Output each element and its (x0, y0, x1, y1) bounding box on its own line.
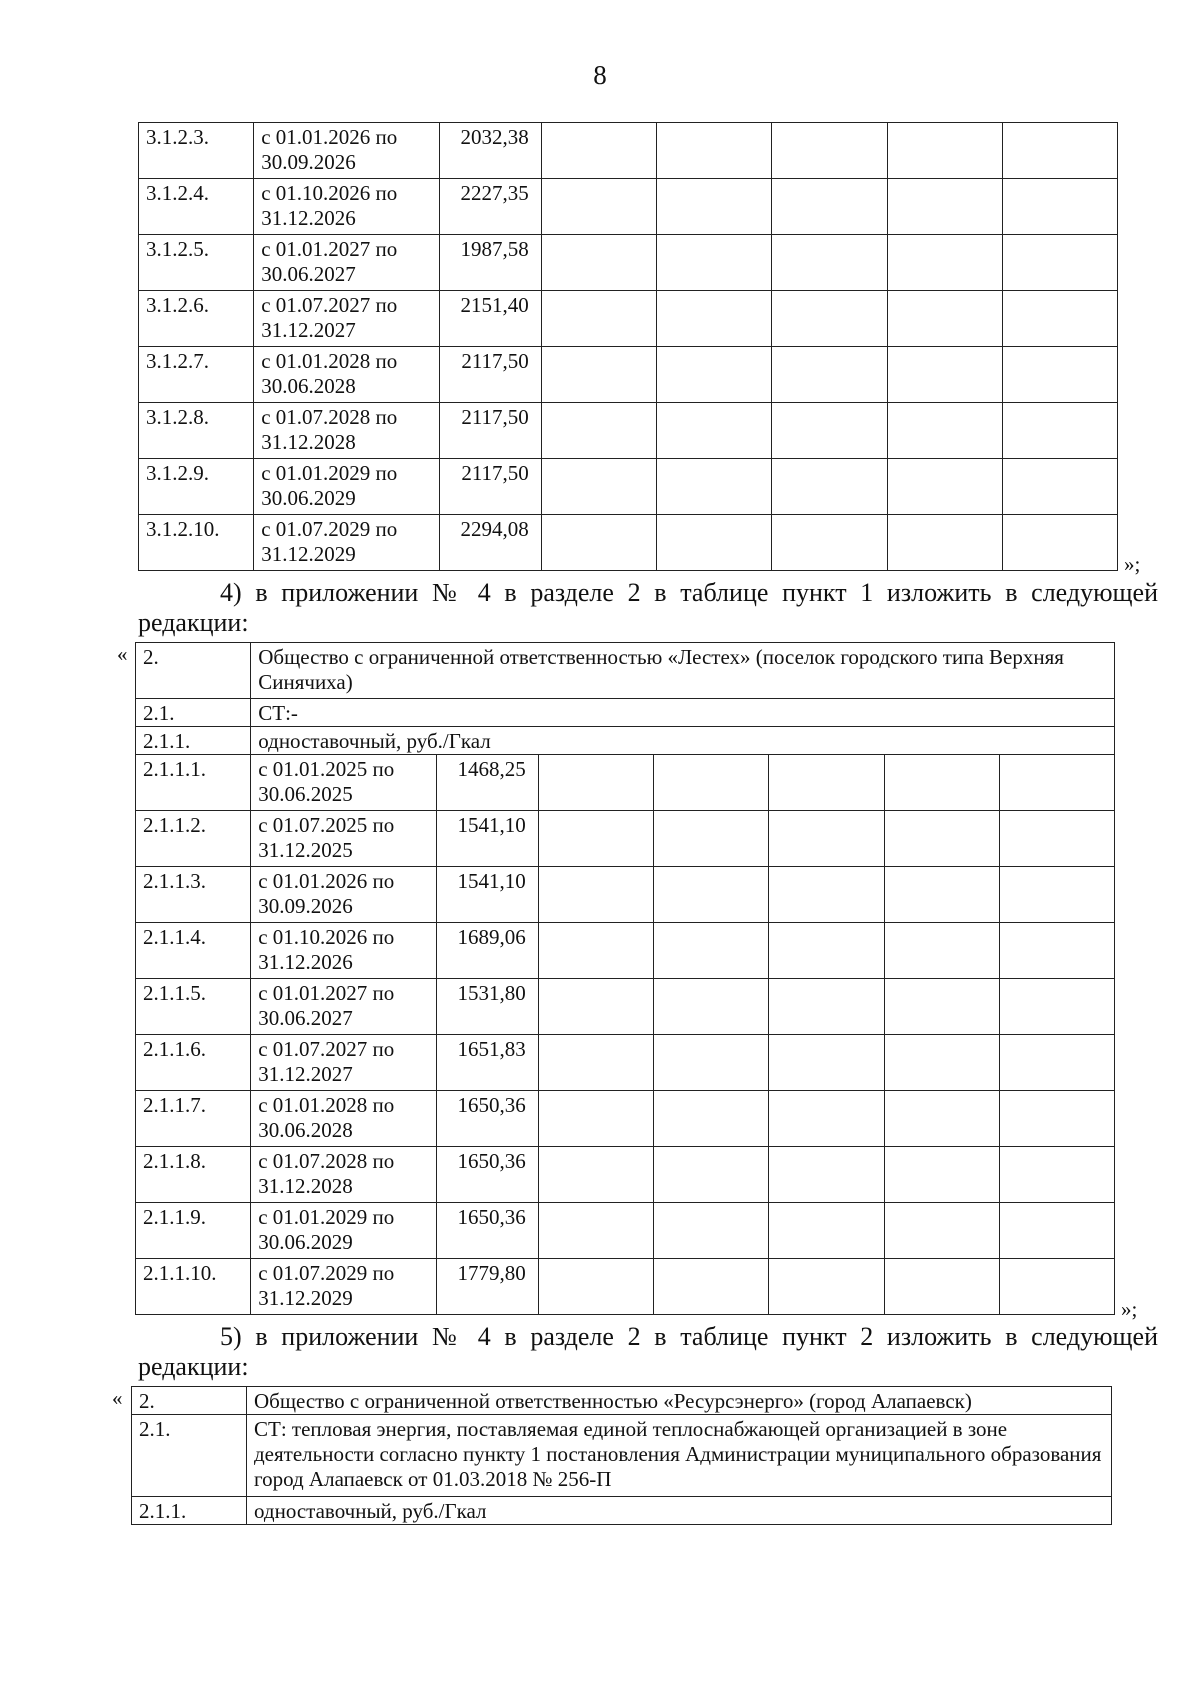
empty-cell (884, 1035, 999, 1091)
row-number: 3.1.2.5. (139, 235, 254, 291)
empty-cell (538, 1259, 653, 1315)
table-row (136, 811, 1115, 867)
empty-cell (772, 515, 887, 571)
organization-name: Общество с ограниченной ответственностью «Ресурсэнерго» (город Алапаевск) (247, 1387, 1112, 1415)
empty-cell (541, 515, 656, 571)
period-start: с 01.07.2028 по (261, 405, 398, 429)
page-number: 8 (593, 60, 607, 90)
empty-cell (887, 515, 1002, 571)
empty-cell (1002, 179, 1117, 235)
period-start: с 01.01.2028 по (261, 349, 398, 373)
paragraph-5-line2: редакции: (138, 1352, 249, 1381)
period-start: с 01.07.2025 по (258, 813, 395, 837)
table-row (139, 123, 1118, 179)
empty-cell (769, 979, 884, 1035)
empty-cell (538, 1035, 653, 1091)
empty-cell (538, 811, 653, 867)
empty-cell (538, 923, 653, 979)
row-number: 2.1.1.9. (136, 1203, 251, 1259)
empty-cell (1002, 347, 1117, 403)
period-end: 30.09.2026 (258, 894, 353, 918)
row-number: 2. (136, 643, 251, 699)
empty-cell (1002, 123, 1117, 179)
empty-cell (884, 1091, 999, 1147)
empty-cell (884, 755, 999, 811)
empty-cell (538, 867, 653, 923)
table-row-rate-type (132, 1497, 1112, 1525)
opening-quote-3: « (112, 1386, 123, 1410)
resursenergo-tariff-table (131, 1386, 1112, 1525)
period-end: 30.06.2027 (261, 262, 356, 286)
period-cell (251, 1147, 437, 1203)
empty-cell (657, 403, 772, 459)
paragraph-5-line1: 5) в приложении № 4 в разделе 2 в таблице пункт 2 изложить в следующей (220, 1322, 1158, 1351)
tariff-value: 1689,06 (436, 923, 538, 979)
table-row (139, 403, 1118, 459)
tariff-value: 1541,10 (436, 867, 538, 923)
opening-quote-2: « (117, 642, 128, 666)
period-end: 31.12.2029 (261, 542, 356, 566)
empty-cell (887, 235, 1002, 291)
empty-cell (884, 923, 999, 979)
period-cell (254, 179, 440, 235)
tariff-table-continuation (138, 122, 1118, 571)
empty-cell (887, 459, 1002, 515)
lestekh-tariff-table (135, 642, 1115, 1315)
period-cell (254, 123, 440, 179)
period-cell (254, 347, 440, 403)
row-number: 2. (132, 1387, 247, 1415)
empty-cell (541, 235, 656, 291)
table-row (139, 459, 1118, 515)
period-start: с 01.07.2027 по (258, 1037, 395, 1061)
empty-cell (654, 1035, 769, 1091)
tariff-value: 2227,35 (439, 179, 541, 235)
table-row (136, 755, 1115, 811)
period-start: с 01.01.2026 по (261, 125, 398, 149)
empty-cell (769, 1259, 884, 1315)
empty-cell (657, 459, 772, 515)
row-number: 3.1.2.4. (139, 179, 254, 235)
period-cell (251, 1259, 437, 1315)
period-start: с 01.07.2027 по (261, 293, 398, 317)
period-cell (251, 1203, 437, 1259)
tariff-value: 1779,80 (436, 1259, 538, 1315)
empty-cell (772, 235, 887, 291)
tariff-value: 1531,80 (436, 979, 538, 1035)
empty-cell (884, 1147, 999, 1203)
empty-cell (657, 515, 772, 571)
rate-type-text: одноставочный, руб./Гкал (247, 1497, 1112, 1525)
empty-cell (769, 1147, 884, 1203)
empty-cell (999, 867, 1114, 923)
tariff-value: 1650,36 (436, 1091, 538, 1147)
period-start: с 01.07.2029 по (258, 1261, 395, 1285)
period-start: с 01.01.2029 по (261, 461, 398, 485)
table-row (136, 1091, 1115, 1147)
period-cell (251, 1035, 437, 1091)
table-row (139, 179, 1118, 235)
period-cell (254, 235, 440, 291)
empty-cell (769, 1203, 884, 1259)
period-end: 30.06.2028 (258, 1118, 353, 1142)
row-number: 2.1.1.8. (136, 1147, 251, 1203)
tariff-value: 1651,83 (436, 1035, 538, 1091)
empty-cell (657, 179, 772, 235)
period-start: с 01.01.2026 по (258, 869, 395, 893)
table-row (139, 515, 1118, 571)
empty-cell (1002, 459, 1117, 515)
empty-cell (538, 1091, 653, 1147)
row-number: 2.1.1.7. (136, 1091, 251, 1147)
period-end: 30.09.2026 (261, 150, 356, 174)
period-end: 30.06.2029 (261, 486, 356, 510)
table-row (136, 979, 1115, 1035)
period-end: 31.12.2027 (258, 1062, 353, 1086)
tariff-value: 1650,36 (436, 1147, 538, 1203)
empty-cell (999, 1091, 1114, 1147)
empty-cell (887, 403, 1002, 459)
empty-cell (541, 123, 656, 179)
row-number: 3.1.2.7. (139, 347, 254, 403)
row-number: 2.1.1. (136, 727, 251, 755)
period-cell (254, 515, 440, 571)
period-end: 30.06.2028 (261, 374, 356, 398)
empty-cell (887, 291, 1002, 347)
row-number: 2.1.1.2. (136, 811, 251, 867)
table-row (136, 1147, 1115, 1203)
empty-cell (654, 1203, 769, 1259)
empty-cell (999, 979, 1114, 1035)
table-row (136, 867, 1115, 923)
table-row (136, 1035, 1115, 1091)
row-number: 2.1.1.3. (136, 867, 251, 923)
table-row (136, 1259, 1115, 1315)
row-number: 2.1.1.1. (136, 755, 251, 811)
tariff-value: 2117,50 (439, 459, 541, 515)
tariff-value: 2117,50 (439, 347, 541, 403)
closing-quote-1: »; (1124, 552, 1141, 576)
empty-cell (1002, 515, 1117, 571)
empty-cell (654, 867, 769, 923)
table-row-category (132, 1415, 1112, 1497)
period-start: с 01.01.2027 по (258, 981, 395, 1005)
tariff-value: 1987,58 (439, 235, 541, 291)
empty-cell (538, 1147, 653, 1203)
period-cell (251, 811, 437, 867)
category-text: СТ: тепловая энергия, поставляемая единой теплоснабжающей организацией в зоне деятельности согласно пункту 1 постановления Администрации муниципального образования город Алапаевск от 01.03.2018 № 256-П (247, 1415, 1112, 1497)
empty-cell (654, 811, 769, 867)
row-number: 3.1.2.10. (139, 515, 254, 571)
period-start: с 01.10.2026 по (258, 925, 395, 949)
period-start: с 01.07.2029 по (261, 517, 398, 541)
empty-cell (772, 179, 887, 235)
period-end: 30.06.2027 (258, 1006, 353, 1030)
empty-cell (999, 755, 1114, 811)
tariff-value: 1468,25 (436, 755, 538, 811)
empty-cell (887, 179, 1002, 235)
period-end: 30.06.2029 (258, 1230, 353, 1254)
row-number: 2.1. (136, 699, 251, 727)
empty-cell (999, 1147, 1114, 1203)
tariff-value: 2032,38 (439, 123, 541, 179)
empty-cell (884, 811, 999, 867)
period-cell (251, 923, 437, 979)
period-start: с 01.10.2026 по (261, 181, 398, 205)
empty-cell (769, 923, 884, 979)
row-number: 2.1.1.10. (136, 1259, 251, 1315)
period-cell (251, 979, 437, 1035)
category-text: СТ:- (251, 699, 1115, 727)
tariff-value: 2151,40 (439, 291, 541, 347)
empty-cell (772, 403, 887, 459)
empty-cell (887, 347, 1002, 403)
empty-cell (772, 123, 887, 179)
table-row (136, 1203, 1115, 1259)
table-row (139, 235, 1118, 291)
period-cell (254, 403, 440, 459)
empty-cell (769, 811, 884, 867)
empty-cell (538, 979, 653, 1035)
empty-cell (541, 291, 656, 347)
row-number: 2.1.1.5. (136, 979, 251, 1035)
period-start: с 01.01.2028 по (258, 1093, 395, 1117)
period-cell (251, 1091, 437, 1147)
period-end: 31.12.2028 (261, 430, 356, 454)
table-row-category (136, 699, 1115, 727)
period-end: 31.12.2028 (258, 1174, 353, 1198)
row-number: 2.1.1.6. (136, 1035, 251, 1091)
row-number: 2.1.1. (132, 1497, 247, 1525)
empty-cell (657, 123, 772, 179)
tariff-value: 2294,08 (439, 515, 541, 571)
period-end: 31.12.2027 (261, 318, 356, 342)
period-start: с 01.07.2028 по (258, 1149, 395, 1173)
period-cell (254, 291, 440, 347)
period-start: с 01.01.2029 по (258, 1205, 395, 1229)
paragraph-4-line1: 4) в приложении № 4 в разделе 2 в таблице пункт 1 изложить в следующей (220, 578, 1158, 607)
empty-cell (772, 291, 887, 347)
empty-cell (654, 755, 769, 811)
empty-cell (769, 867, 884, 923)
empty-cell (654, 923, 769, 979)
table-row (136, 923, 1115, 979)
empty-cell (884, 979, 999, 1035)
period-cell (251, 867, 437, 923)
empty-cell (538, 755, 653, 811)
empty-cell (999, 1035, 1114, 1091)
paragraph-4 (138, 578, 1158, 638)
period-cell (254, 459, 440, 515)
period-end: 31.12.2025 (258, 838, 353, 862)
empty-cell (541, 179, 656, 235)
empty-cell (654, 1091, 769, 1147)
row-number: 3.1.2.3. (139, 123, 254, 179)
empty-cell (1002, 291, 1117, 347)
table-row-header (136, 643, 1115, 699)
empty-cell (654, 1147, 769, 1203)
table-row-rate-type (136, 727, 1115, 755)
empty-cell (538, 1203, 653, 1259)
period-start: с 01.01.2027 по (261, 237, 398, 261)
empty-cell (541, 347, 656, 403)
period-end: 31.12.2029 (258, 1286, 353, 1310)
organization-name: Общество с ограниченной ответственностью «Лестех» (поселок городского типа Верхняя Синячиха) (251, 643, 1115, 699)
empty-cell (999, 1259, 1114, 1315)
empty-cell (884, 867, 999, 923)
empty-cell (772, 459, 887, 515)
paragraph-5 (138, 1322, 1158, 1382)
empty-cell (884, 1259, 999, 1315)
tariff-value: 1650,36 (436, 1203, 538, 1259)
period-start: с 01.01.2025 по (258, 757, 395, 781)
table-row (139, 291, 1118, 347)
closing-quote-2: »; (1121, 1297, 1138, 1321)
period-cell (251, 755, 437, 811)
table-row (139, 347, 1118, 403)
empty-cell (887, 123, 1002, 179)
empty-cell (657, 291, 772, 347)
row-number: 3.1.2.8. (139, 403, 254, 459)
empty-cell (999, 1203, 1114, 1259)
empty-cell (657, 347, 772, 403)
empty-cell (769, 1091, 884, 1147)
empty-cell (769, 755, 884, 811)
empty-cell (772, 347, 887, 403)
period-end: 31.12.2026 (258, 950, 353, 974)
paragraph-4-line2: редакции: (138, 608, 249, 637)
rate-type-text: одноставочный, руб./Гкал (251, 727, 1115, 755)
empty-cell (999, 923, 1114, 979)
empty-cell (654, 1259, 769, 1315)
empty-cell (769, 1035, 884, 1091)
table-row-header (132, 1387, 1112, 1415)
empty-cell (541, 459, 656, 515)
empty-cell (999, 811, 1114, 867)
period-end: 31.12.2026 (261, 206, 356, 230)
period-end: 30.06.2025 (258, 782, 353, 806)
empty-cell (657, 235, 772, 291)
row-number: 3.1.2.6. (139, 291, 254, 347)
tariff-value: 2117,50 (439, 403, 541, 459)
tariff-value: 1541,10 (436, 811, 538, 867)
empty-cell (1002, 403, 1117, 459)
empty-cell (654, 979, 769, 1035)
row-number: 2.1.1.4. (136, 923, 251, 979)
row-number: 2.1. (132, 1415, 247, 1497)
empty-cell (1002, 235, 1117, 291)
empty-cell (541, 403, 656, 459)
row-number: 3.1.2.9. (139, 459, 254, 515)
empty-cell (884, 1203, 999, 1259)
